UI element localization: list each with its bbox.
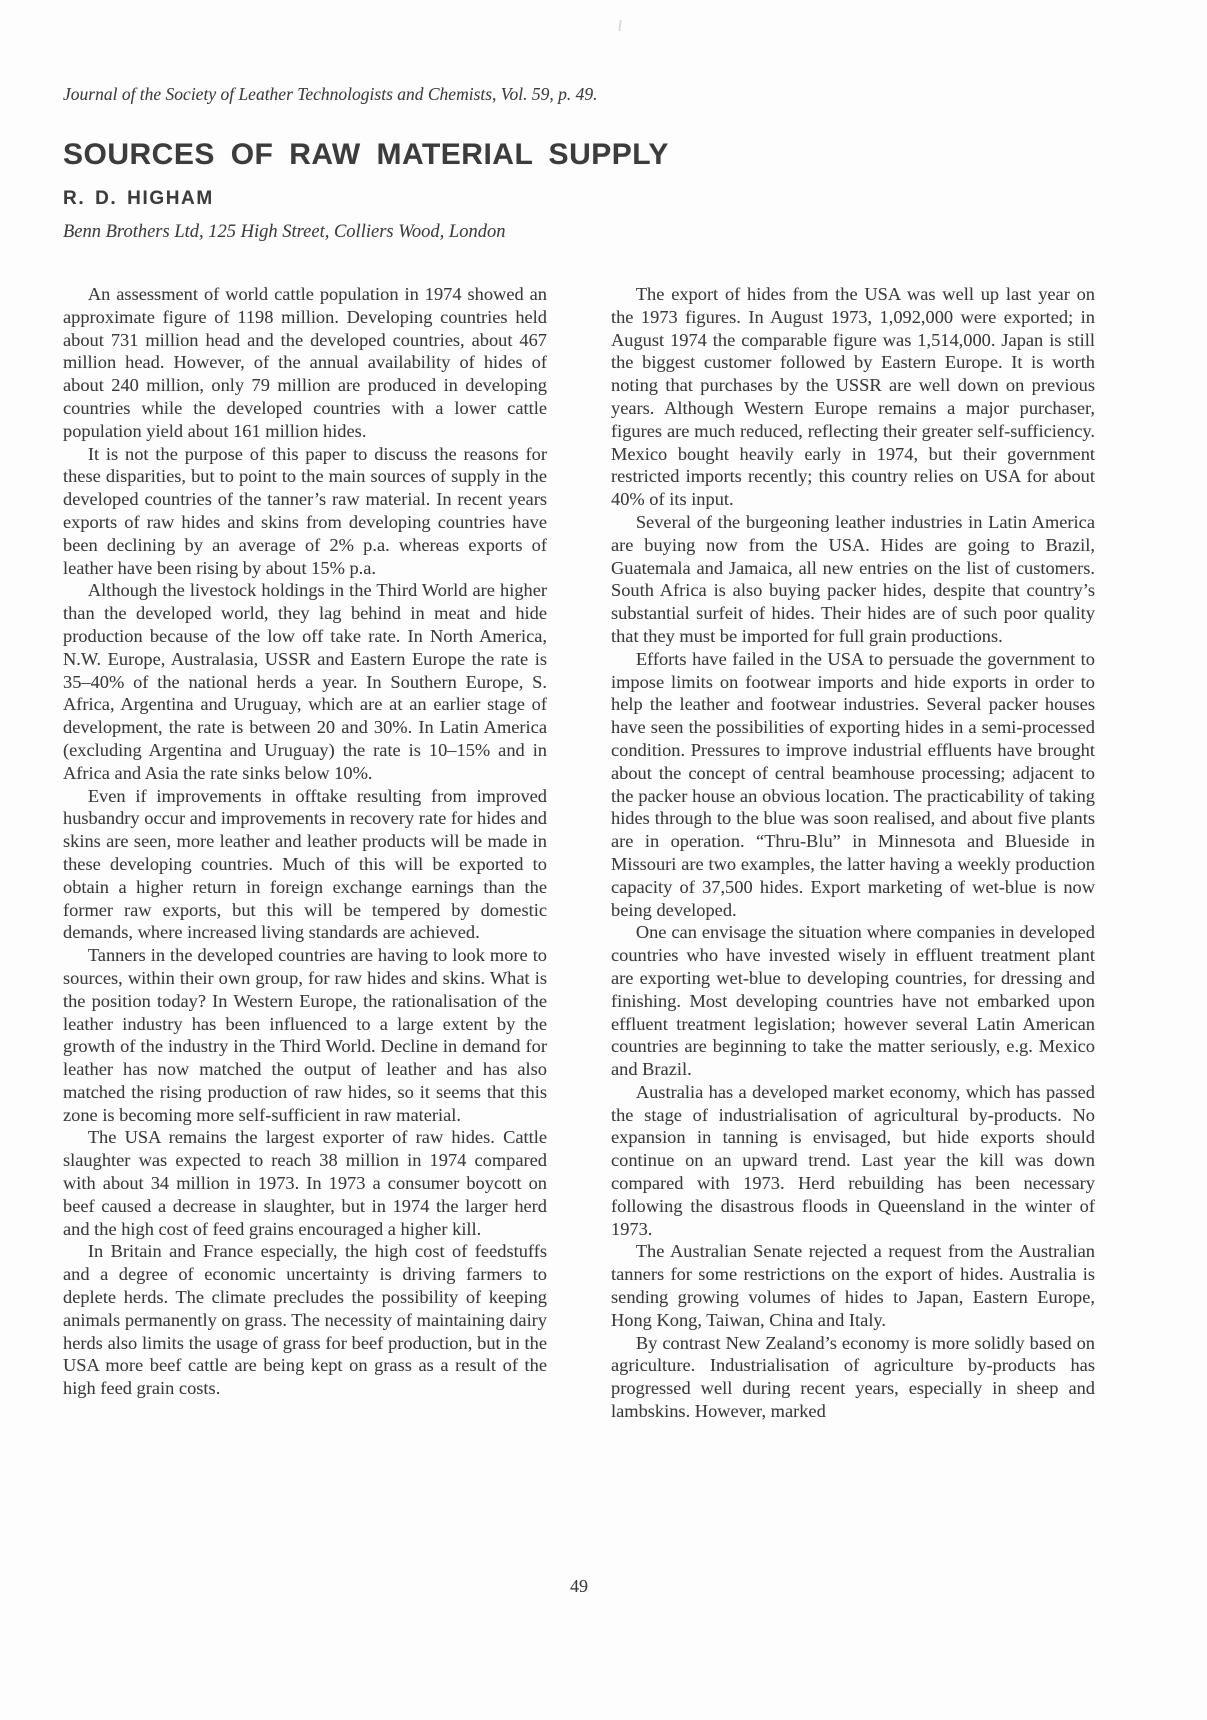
paragraph: The export of hides from the USA was well up last year on the 1973 figures. In August 1973, 1,092,000 were exported; in August 1974 the comparable figure was 1,514,000. Japan is still the biggest customer followed by Eastern Europe. It is worth noting that purchases by the USSR are well down on previous years. Although Western Europe remains a major purchaser, figures are much reduced, reflecting their greater self-sufficiency. Mexico bought heavily early in 1974, but their government restricted imports recently; this country relies on USA for about 40% of its input. <box>611 284 1095 510</box>
paragraph: Australia has a developed market economy, which has passed the stage of industrialisation of agricultural by-products. No expansion in tanning is envisaged, but hide exports should continue on an upward trend. Last year the kill was down compared with 1973. Herd rebuilding has been necessary following the disastrous floods in Queensland in the winter of 1973. <box>611 1081 1095 1239</box>
article-title: SOURCES OF RAW MATERIAL SUPPLY <box>63 138 669 171</box>
page-number: 49 <box>570 1576 588 1596</box>
paragraph: Tanners in the developed countries are having to look more to sources, within their own group, for raw hides and skins. What is the position today? In Western Europe, the rationalisation of the leather industry has been influenced to a large extent by the growth of the industry in the Third World. Decline in demand for leather has now matched the output of leather and has also matched the rising production of raw hides, so it seems that this zone is becoming more self-sufficient in raw material. <box>63 945 547 1125</box>
article-body <box>63 283 1095 1423</box>
paragraph: Several of the burgeoning leather industries in Latin America are buying now from the USA. Hides are going to Brazil, Guatemala and Jamaica, all new entries on the list of customers. South Africa is also buying packer hides, despite that country’s substantial surfeit of hides. Their hides are of such poor quality that they must be imported for full grain productions. <box>611 511 1095 646</box>
paragraph: In Britain and France especially, the high cost of feedstuffs and a degree of economic uncertainty is driving farmers to deplete herds. The climate precludes the possibility of keeping animals permanently on grass. The necessity of maintaining dairy herds also limits the usage of grass for beef production, but in the USA more beef cattle are being kept on grass as a result of the high feed grain costs. <box>63 1241 547 1399</box>
author-affiliation: Benn Brothers Ltd, 125 High Street, Colliers Wood, London <box>63 222 506 242</box>
paragraph: It is not the purpose of this paper to discuss the reasons for these disparities, but to point to the main sources of supply in the developed countries of the tanner’s raw material. In recent years exports of raw hides and skins from developing countries have been declining by an average of 2% p.a. whereas exports of leather have been rising by about 15% p.a. <box>63 443 547 578</box>
journal-citation: Journal of the Society of Leather Technologists and Chemists, Vol. 59, p. 49. <box>63 84 598 104</box>
paragraph: The USA remains the largest exporter of raw hides. Cattle slaughter was expected to reach 38 million in 1974 compared with about 34 million in 1973. In 1973 a consumer boycott on beef caused a decrease in slaughter, but in 1974 the larger herd and the high cost of feed grains encouraged a higher kill. <box>63 1127 547 1239</box>
paragraph: Although the livestock holdings in the Third World are higher than the developed world, they lag behind in meat and hide production because of the low off take rate. In North America, N.W. Europe, Australasia, USSR and Eastern Europe the rate is 35–40% of the national herds a year. In Southern Europe, S. Africa, Argentina and Uruguay, which are at an earlier stage of development, the rate is between 20 and 30%. In Latin America (excluding Argentina and Uruguay) the rate is 10–15% and in Africa and Asia the rate sinks below 10%. <box>63 580 547 783</box>
paragraph: By contrast New Zealand’s economy is more solidly based on agriculture. Industrialisation of agriculture by-products has progressed well during recent years, especially in sheep and lambskins. However, marked <box>611 1332 1095 1422</box>
scan-artifact <box>618 20 621 31</box>
paragraph: The Australian Senate rejected a request from the Australian tanners for some restrictions on the export of hides. Australia is sending growing volumes of hides to Japan, Eastern Europe, Hong Kong, Taiwan, China and Italy. <box>611 1241 1095 1330</box>
left-column <box>63 283 547 1423</box>
paragraph: An assessment of world cattle population in 1974 showed an approximate figure of 1198 million. Developing countries held about 731 million head and the developed countries, about 467 million head. However, of the annual availability of hides of about 240 million, only 79 million are produced in developing countries while the developed countries with a lower cattle population yield about 161 million hides. <box>63 284 547 441</box>
author-name: R. D. HIGHAM <box>63 188 214 209</box>
paragraph: Even if improvements in offtake resulting from improved husbandry occur and improvements in recovery rate for hides and skins are seen, more leather and leather products will be made in these developing countries. Much of this will be exported to obtain a higher return in foreign exchange earnings than the former raw exports, but this will be tempered by domestic demands, where increased living standards are achieved. <box>63 785 547 943</box>
paragraph: Efforts have failed in the USA to persuade the government to impose limits on footwear imports and hide exports in order to help the leather and footwear industries. Several packer houses have seen the possibilities of exporting hides in a semi-processed condition. Pressures to improve industrial effluents have brought about the concept of central beamhouse processing; adjacent to the packer house an obvious location. The practicability of taking hides through to the blue was soon realised, and about five plants are in operation. “Thru-Blu” in Minnesota and Blueside in Missouri are two examples, the latter having a weekly production capacity of 37,500 hides. Export marketing of wet-blue is now being developed. <box>611 648 1095 920</box>
right-column <box>611 283 1095 1423</box>
article-header <box>63 84 1095 243</box>
paragraph: One can envisage the situation where companies in developed countries who have invested wisely in effluent treatment plant are exporting wet-blue to developing countries, for dressing and finishing. Most developing countries have not embarked upon effluent treatment legislation; however several Latin American countries are beginning to take the matter seriously, e.g. Mexico and Brazil. <box>611 922 1095 1080</box>
